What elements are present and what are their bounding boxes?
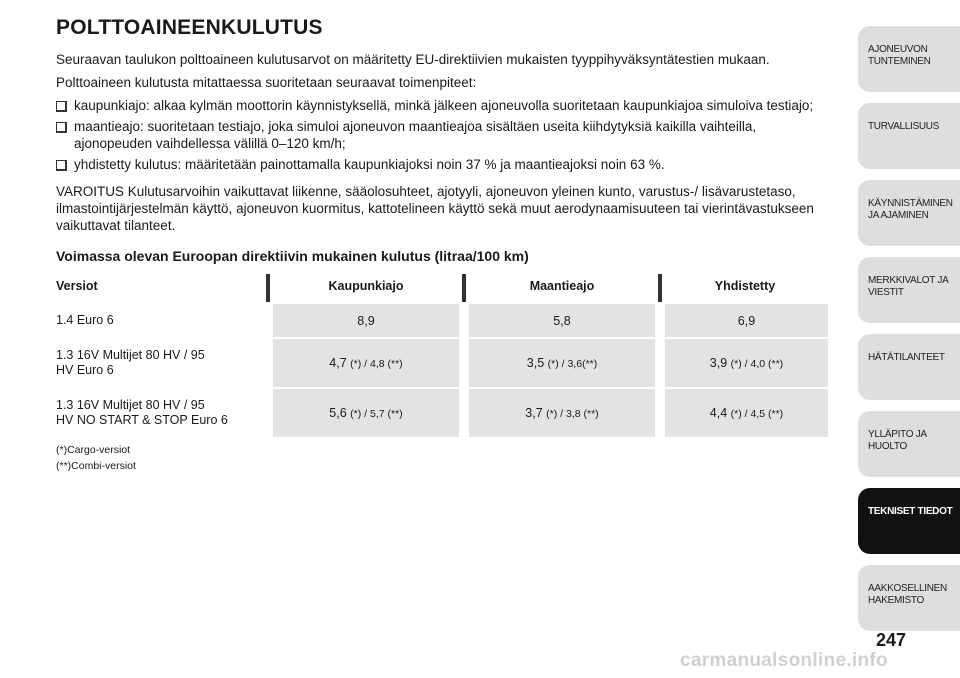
intro-paragraph: Seuraavan taulukon polttoaineen kulutusarvot on määritetty EU-direktiivien mukaisten tyyppihyväksyntätestien mukaan. [56,52,770,67]
tab-aakkosellinen-hakemisto[interactable]: AAKKOSELLINEN HAKEMISTO [858,565,960,631]
header-combined: Yhdistetty [660,274,828,303]
checkbox-bullet-icon [56,101,67,112]
list-item: kaupunkiajo: alkaa kylmän moottorin käynnistyksellä, minkä jälkeen ajoneuvolla suoritetaan kaupunkiajoa simuloiva testiajo; [56,97,836,114]
city-cell: 5,6 (*) / 5,7 (**) [268,388,464,437]
tab-kaynnistaminen[interactable]: KÄYNNISTÄMINEN JA AJAMINEN [858,180,960,246]
header-city: Kaupunkiajo [268,274,464,303]
table-row [56,388,828,437]
combined-cell: 4,4 (*) / 4,5 (**) [660,388,828,437]
measurement-list [56,97,836,173]
page-content [56,16,836,474]
footnote-cargo: (*)Cargo-versiot [56,444,131,456]
highway-cell: 5,8 [464,303,660,338]
checkbox-bullet-icon [56,122,67,133]
combined-cell: 3,9 (*) / 4,0 (**) [660,338,828,388]
city-cell: 4,7 (*) / 4,8 (**) [268,338,464,388]
tab-yllapito[interactable]: YLLÄPITO JA HUOLTO [858,411,960,477]
highway-cell: 3,7 (*) / 3,8 (**) [464,388,660,437]
version-cell: 1.4 Euro 6 [56,303,268,338]
table-header-row [56,274,828,303]
tab-hatatilanteet[interactable]: HÄTÄTILANTEET [858,334,960,400]
watermark-footer: carmanualsonline.info [680,650,888,671]
chapter-tabs [858,26,960,642]
table-title: Voimassa olevan Euroopan direktiivin mukainen kulutus (litraa/100 km) [56,248,529,264]
combined-cell: 6,9 [660,303,828,338]
measure-intro: Polttoaineen kulutusta mitattaessa suoritetaan seuraavat toimenpiteet: [56,75,477,90]
page-title: POLTTOAINEENKULUTUS [56,16,323,39]
list-item: maantieajo: suoritetaan testiajo, joka simuloi ajoneuvon maantieajoa sisältäen useita kiihdytyksiä kaikilla vaihteilla, ajonopeuden vaihdellessa välillä 0–120 km/h; [56,118,836,152]
table-row [56,303,828,338]
warning-paragraph: VAROITUS Kulutusarvoihin vaikuttavat liikenne, sääolosuhteet, ajotyyli, ajoneuvon yleinen kunto, varustus-/ lisävarustetaso, ilmastointijärjestelmän käyttö, ajoneuvon kuormitus, kattotelineen käyttö sekä muut aerodynaamisuuteen tai vierintävastukseen vaikuttavat tilanteet. [56,184,814,233]
city-cell: 8,9 [268,303,464,338]
header-versions: Versiot [56,279,98,293]
table-row [56,338,828,388]
tab-turvallisuus[interactable]: TURVALLISUUS [858,103,960,169]
list-item: yhdistetty kulutus: määritetään painottamalla kaupunkiajoksi noin 37 % ja maantieajoksi noin 63 %. [56,156,836,173]
tab-merkkivalot[interactable]: MERKKIVALOT JA VIESTIT [858,257,960,323]
tab-ajoneuvon-tunteminen[interactable]: AJONEUVON TUNTEMINEN [858,26,960,92]
highway-cell: 3,5 (*) / 3,6(**) [464,338,660,388]
consumption-table [56,274,828,437]
version-cell: 1.3 16V Multijet 80 HV / 95 HV Euro 6 [56,338,268,388]
checkbox-bullet-icon [56,160,67,171]
version-cell: 1.3 16V Multijet 80 HV / 95 HV NO START & STOP Euro 6 [56,388,268,437]
footnote-combi: (**)Combi-versiot [56,460,136,472]
tab-tekniset-tiedot[interactable]: TEKNISET TIEDOT [858,488,960,554]
header-highway: Maantieajo [464,274,660,303]
page-number: 247 [876,630,907,650]
